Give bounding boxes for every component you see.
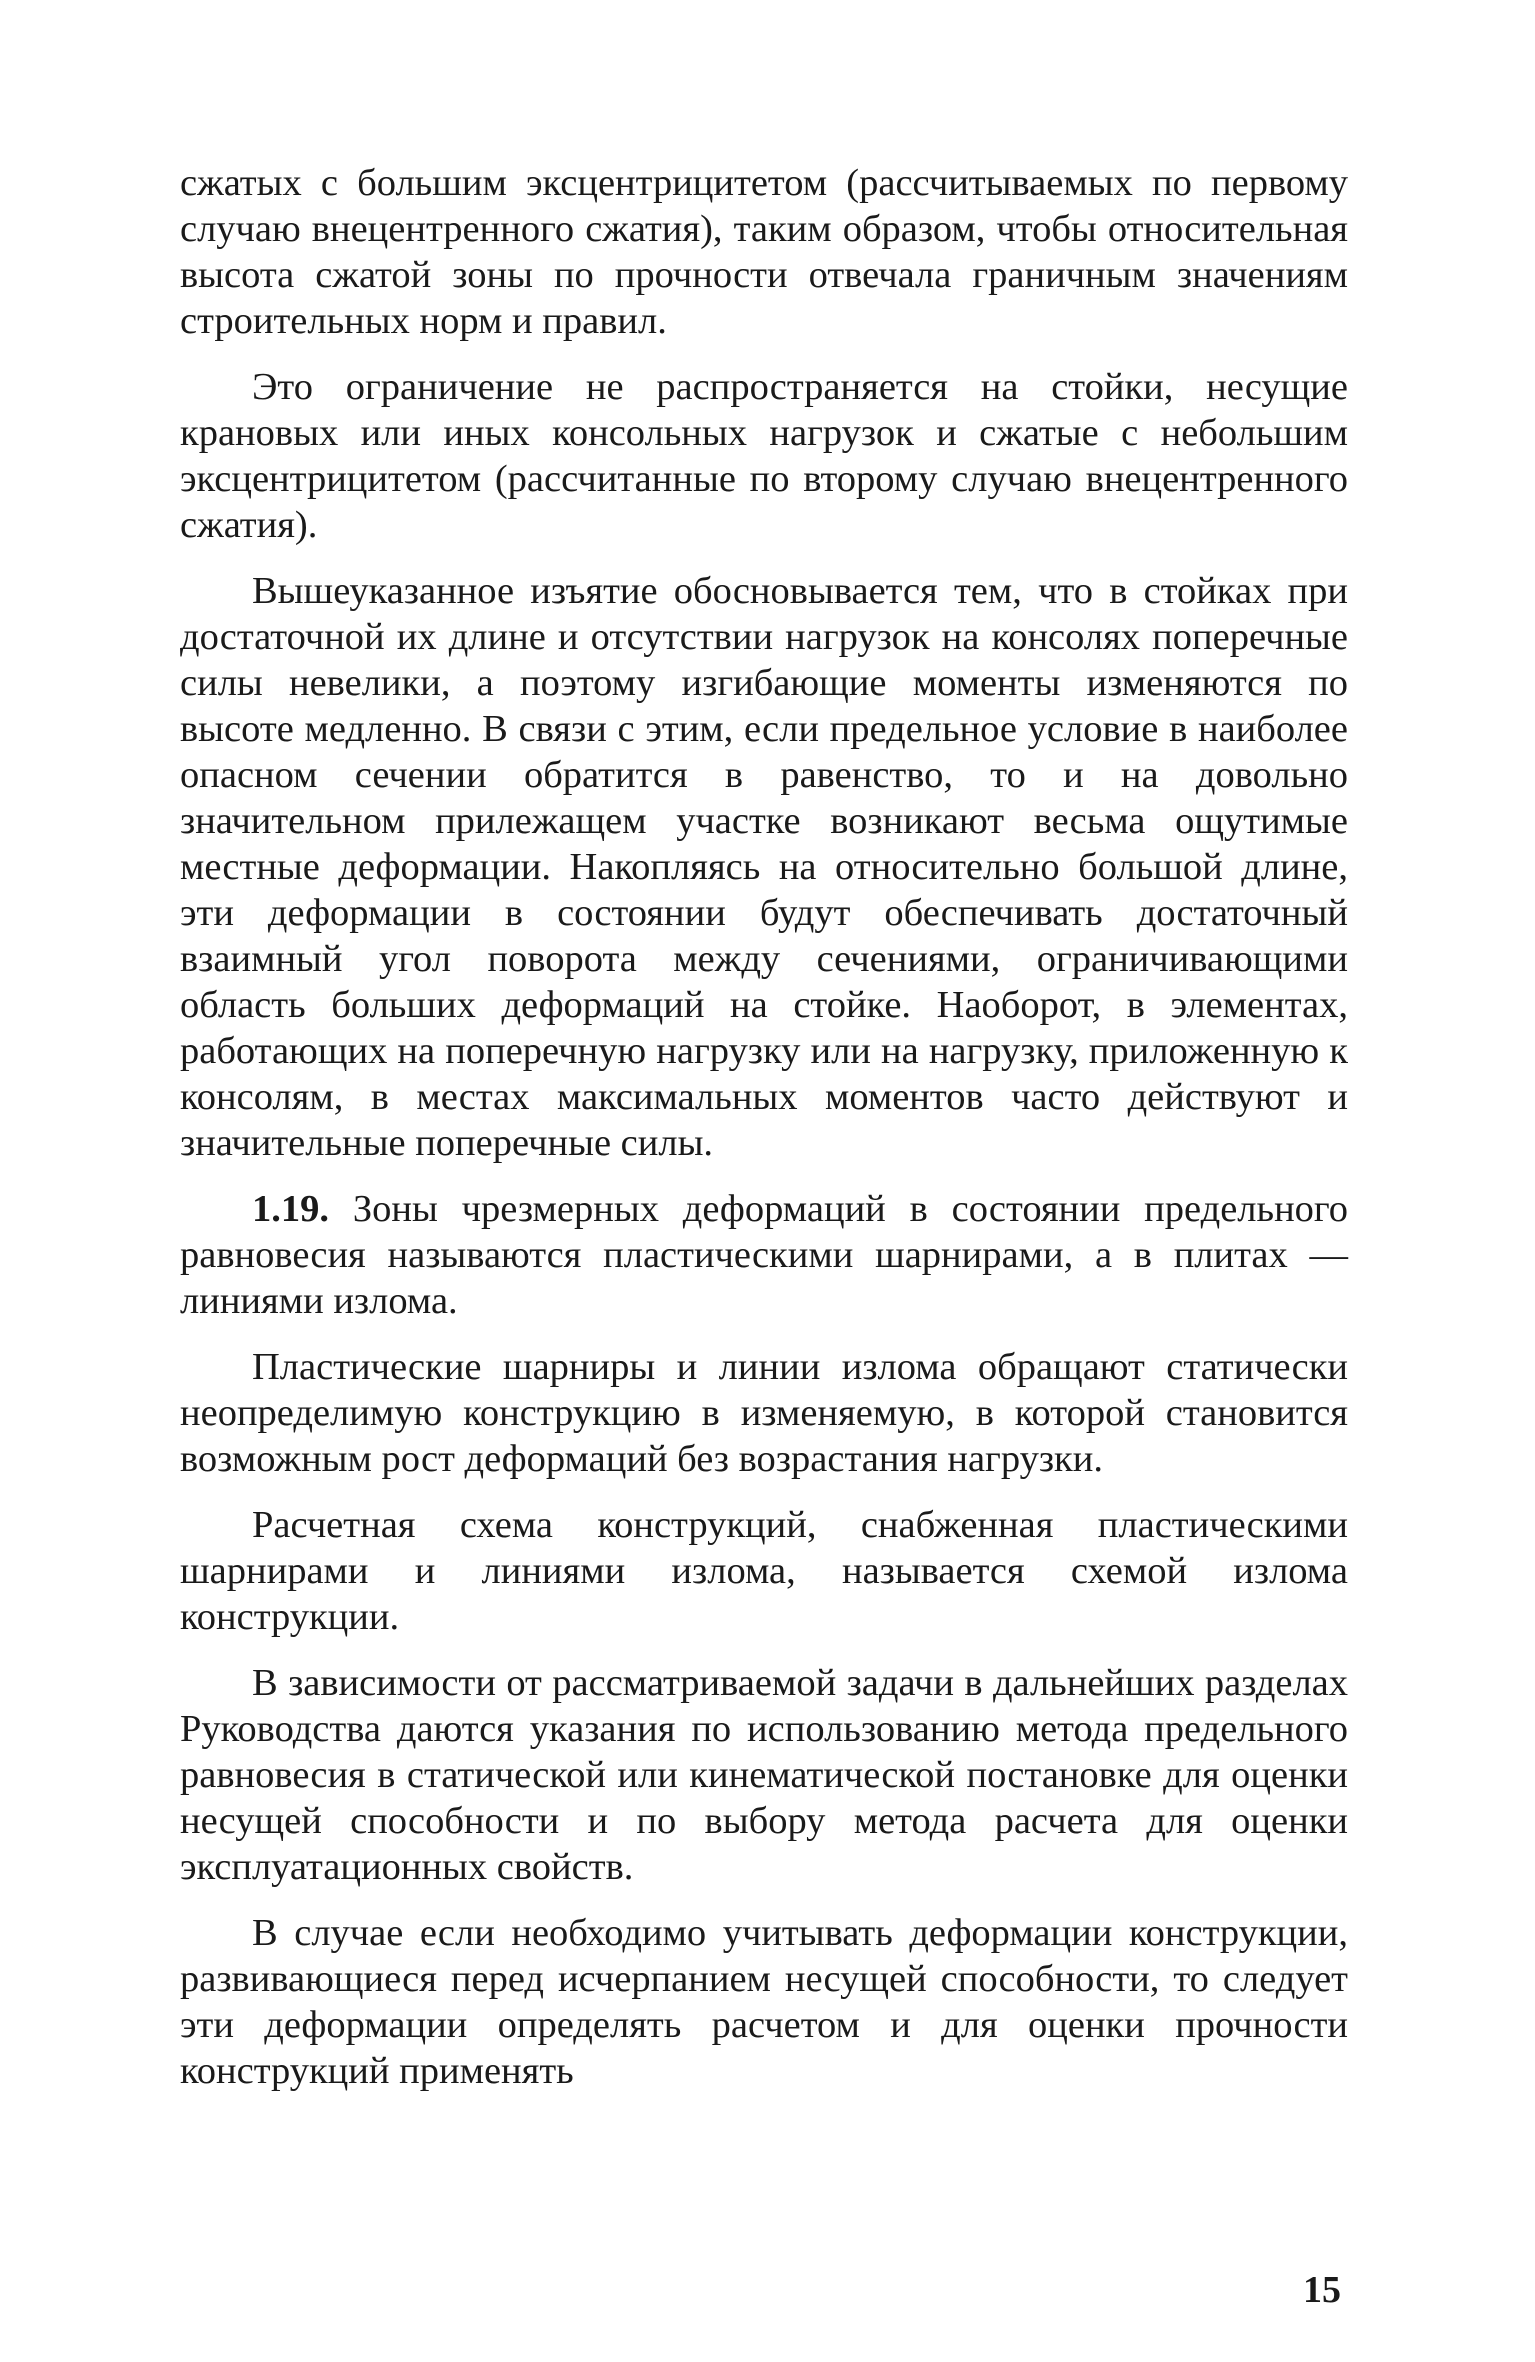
paragraph-text: Зоны чрезмерных деформаций в состоянии предельного равновесия называются пластическими шарнирами, а в плитах — линиями излома. xyxy=(180,1188,1349,1322)
numbered-paragraph xyxy=(180,1186,1348,1324)
page-number: 15 xyxy=(1303,2269,1341,2311)
paragraph: Пластические шарниры и линии излома обращают статически неопределимую конструкцию в изменяемую, в которой становится возможным рост деформаций без возрастания нагрузки. xyxy=(180,1346,1348,1480)
paragraph: В случае если необходимо учитывать деформации конструкции, развивающиеся перед исчерпанием несущей способности, то следует эти деформации определять расчетом и для оценки прочности конструкций применять xyxy=(180,1912,1348,2092)
paragraph: Расчетная схема конструкций, снабженная пластическими шарнирами и линиями излома, называется схемой излома конструкции. xyxy=(180,1504,1348,1638)
page-body xyxy=(180,160,1348,2114)
paragraph-continuation: сжатых с большим эксцентрицитетом (рассчитываемых по первому случаю внецентренного сжатия), таким образом, чтобы относительная высота сжатой зоны по прочности отвечала граничным значениям строительных норм и правил. xyxy=(180,162,1348,342)
paragraph: Вышеуказанное изъятие обосновывается тем, что в стойках при достаточной их длине и отсутствии нагрузок на консолях поперечные силы невелики, а поэтому изгибающие моменты изменяются по высоте медленно. В связи с этим, если предельное условие в наиболее опасном сечении обратится в равенство, то и на довольно значительном прилежащем участке возникают весьма ощутимые местные деформации. Накопляясь на относительно большой длине, эти деформации в состоянии будут обеспечивать достаточный взаимный угол поворота между сечениями, ограничивающими область больших деформаций на стойке. Наоборот, в элементах, работающих на поперечную нагрузку или на нагрузку, приложенную к консолям, в местах максимальных моментов часто действуют и значительные поперечные силы. xyxy=(180,570,1348,1164)
paragraph: В зависимости от рассматриваемой задачи в дальнейших разделах Руководства даются указания по использованию метода предельного равновесия в статической или кинематической постановке для оценки несущей способности и по выбору метода расчета для оценки эксплуатационных свойств. xyxy=(180,1662,1348,1888)
paragraph: Это ограничение не распространяется на стойки, несущие крановых или иных консольных нагрузок и сжатые с небольшим эксцентрицитетом (рассчитанные по второму случаю внецентренного сжатия). xyxy=(180,366,1348,546)
paragraph-number: 1.19. xyxy=(252,1188,329,1230)
